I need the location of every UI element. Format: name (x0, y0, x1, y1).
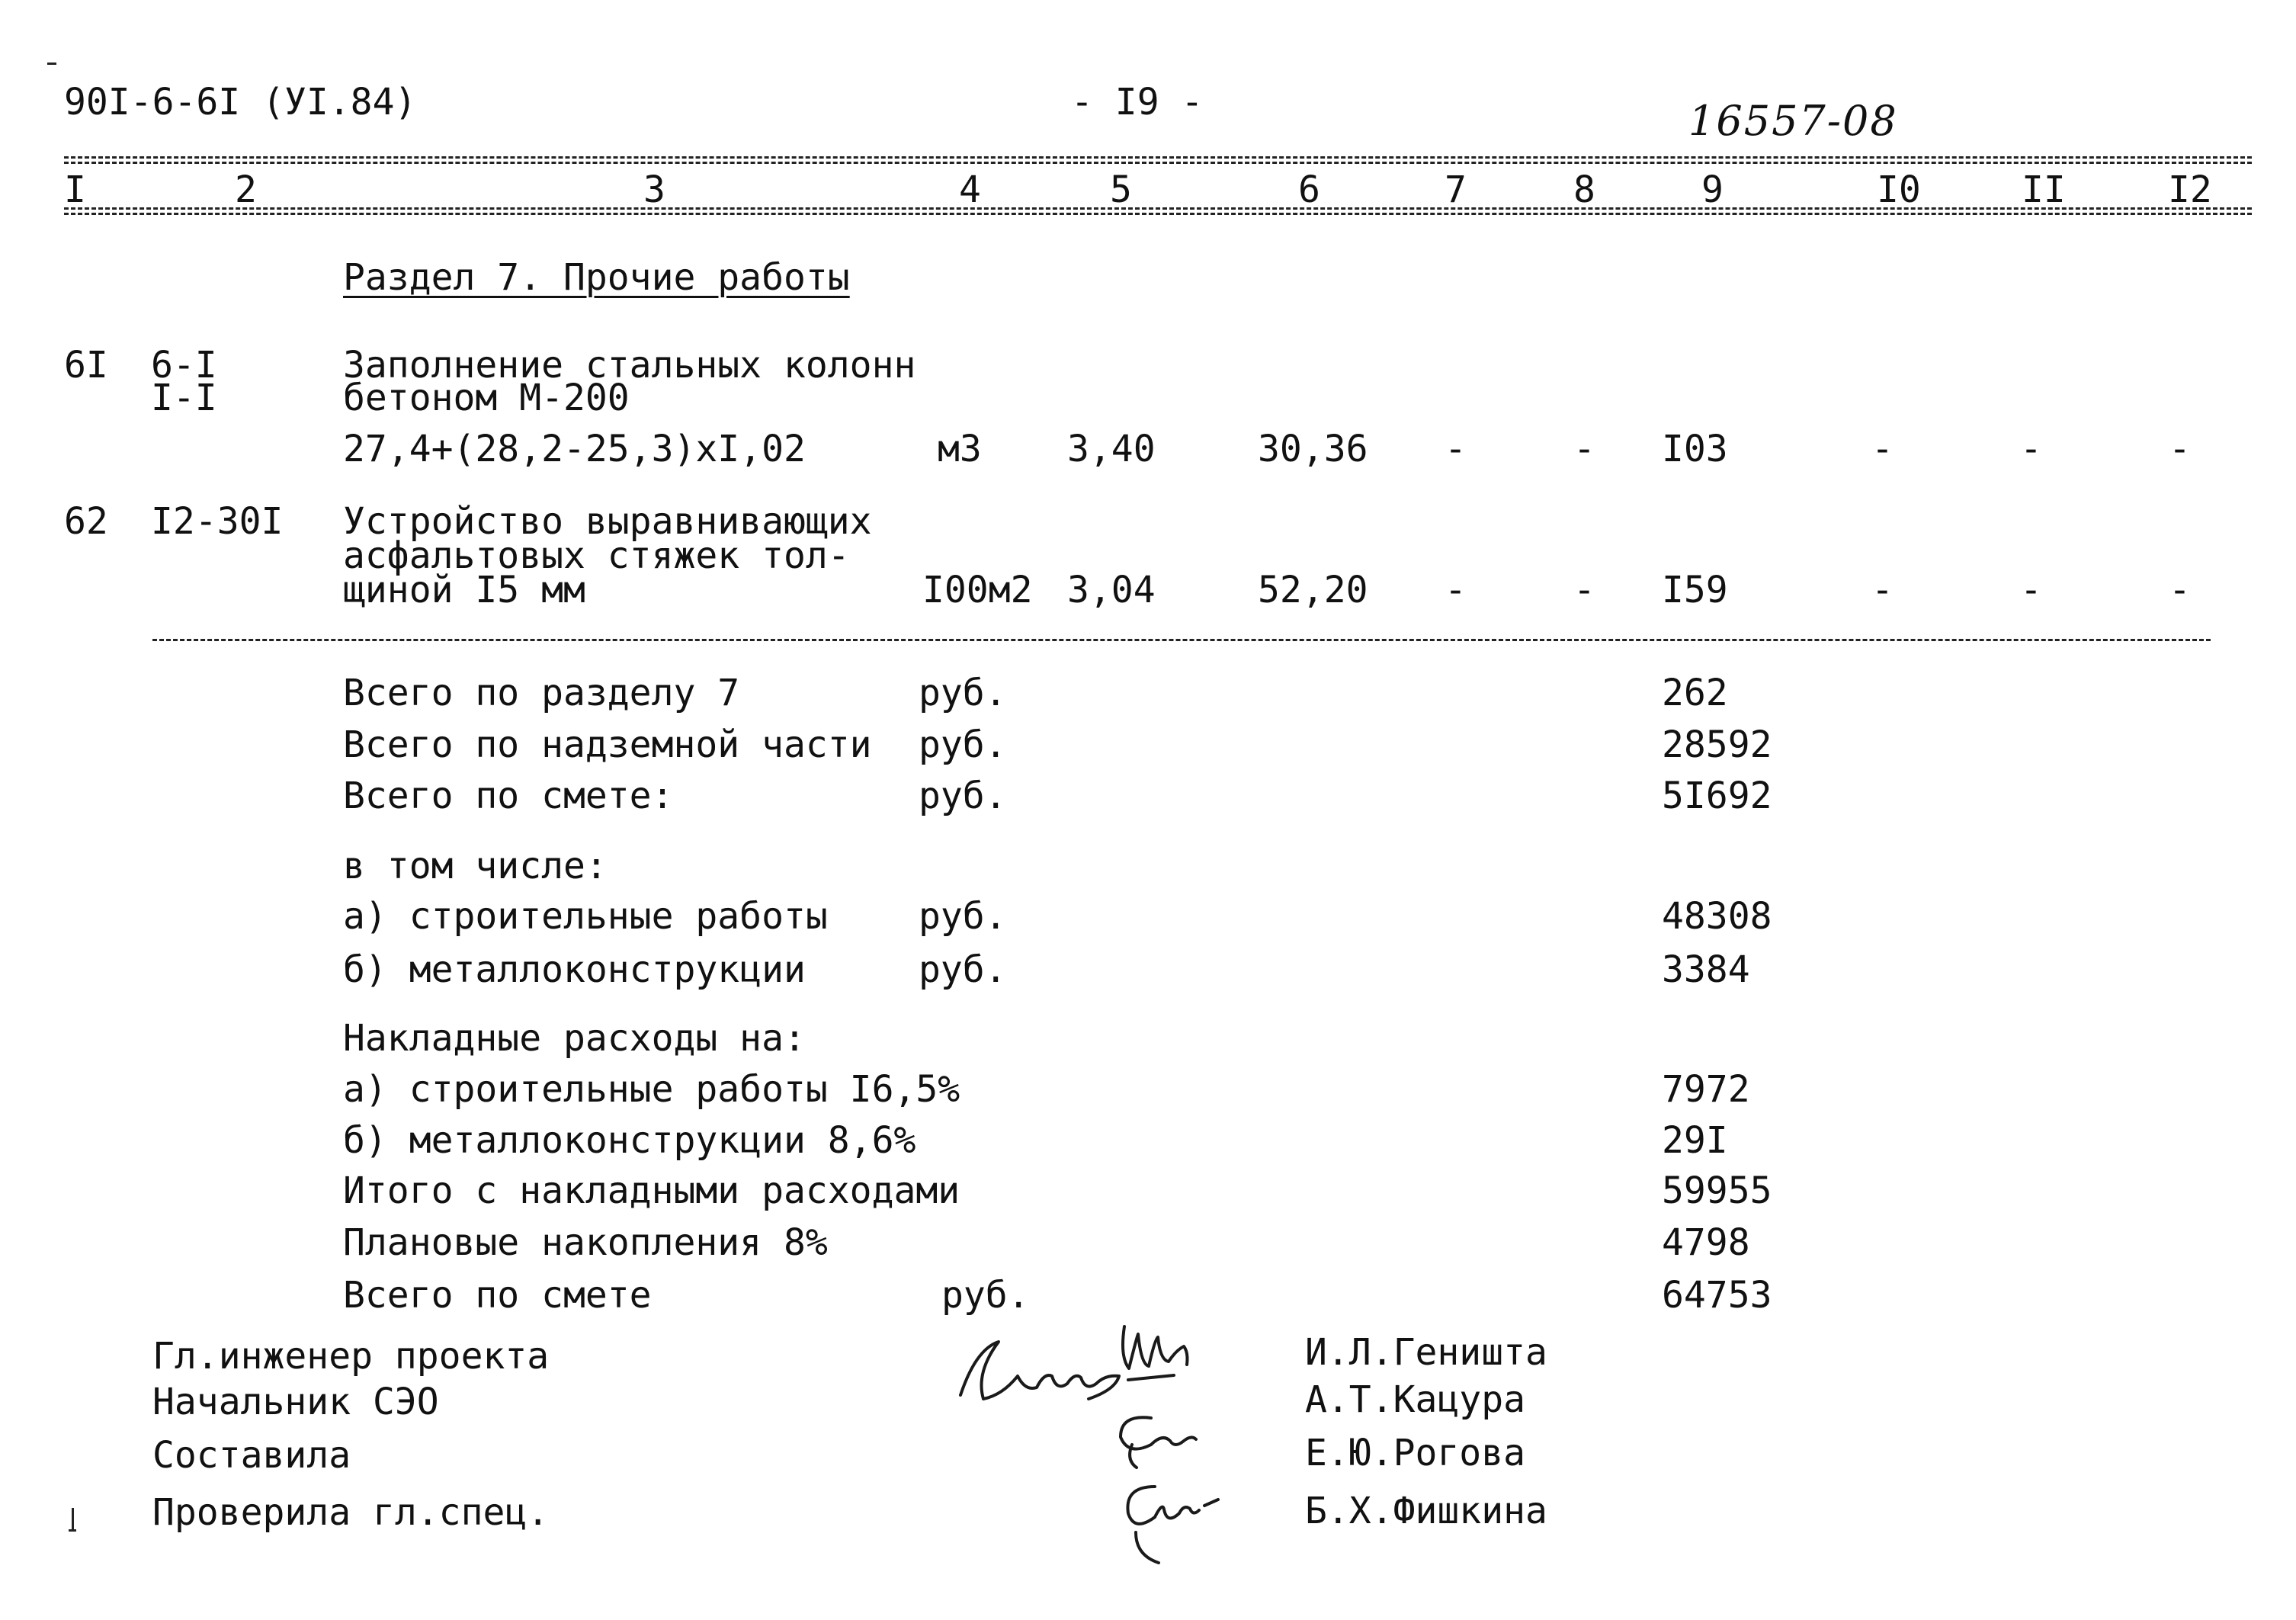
including-label: в том числе: (343, 845, 608, 887)
signature-role-compiled: Составила (152, 1434, 351, 1477)
row-61-desc-1: Заполнение стальных колонн (343, 344, 916, 387)
total-estimate-value: 5I692 (1662, 775, 1772, 817)
planned-savings-label: Плановые накопления 8% (343, 1221, 828, 1264)
signature-role-head-seo: Начальник СЭО (152, 1381, 439, 1423)
total-estimate-unit: руб. (919, 775, 1007, 817)
row-61-c10: - (1871, 428, 1894, 470)
row-62-num: 62 (64, 500, 108, 543)
including-metal-value: 3384 (1662, 948, 1750, 991)
overhead-construction-label: а) строительные работы I6,5% (343, 1068, 960, 1111)
row-62-desc-3: щиной I5 мм (343, 569, 585, 611)
row-62-code: I2-30I (151, 500, 284, 543)
signature-name-katsura: А.Т.Кацура (1305, 1378, 1525, 1421)
subtotal-overhead-label: Итого с накладными расходами (343, 1169, 960, 1212)
row-62-desc-2: асфальтовых стяжек тол- (343, 534, 850, 577)
row-62-desc-1: Устройство выравнивающих (343, 500, 872, 543)
grand-total-unit: руб. (941, 1274, 1030, 1317)
row-61-c12: - (2169, 428, 2191, 470)
row-61-num: 6I (64, 344, 108, 387)
section-title: Раздел 7. Прочие работы (343, 256, 850, 299)
col-header-3: 3 (643, 168, 665, 211)
including-metal-unit: руб. (919, 948, 1007, 991)
signature-fishkina-stroke (1127, 1487, 1218, 1563)
total-estimate-label: Всего по смете: (343, 775, 674, 817)
col-header-1: I (64, 168, 86, 211)
row-62-qty: 3,04 (1067, 569, 1156, 611)
row-61-code-1: 6-I (151, 344, 217, 387)
row-61-c9: I03 (1662, 428, 1728, 470)
signature-genishta-stroke (1123, 1326, 1188, 1368)
row-62-c8: - (1573, 569, 1595, 611)
col-header-6: 6 (1298, 168, 1320, 211)
planned-savings-value: 4798 (1662, 1221, 1750, 1264)
col-header-12: I2 (2168, 168, 2212, 211)
including-construction-label: а) строительные работы (343, 895, 828, 938)
margin-mark-bottom (72, 1508, 74, 1529)
grand-total-value: 64753 (1662, 1274, 1772, 1317)
subtotal-overhead-value: 59955 (1662, 1169, 1772, 1212)
including-construction-unit: руб. (919, 895, 1007, 938)
row-61-desc-2: бетоном М-200 (343, 377, 630, 419)
row-62-unit: I00м2 (922, 569, 1033, 611)
signature-rogova-stroke (1121, 1417, 1196, 1468)
overhead-construction-value: 7972 (1662, 1068, 1750, 1111)
col-header-5: 5 (1110, 168, 1132, 211)
row-62-price: 52,20 (1258, 569, 1368, 611)
col-header-11: II (2022, 168, 2066, 211)
total-section-value: 262 (1662, 672, 1728, 714)
col-header-8: 8 (1573, 168, 1595, 211)
overhead-label: Накладные расходы на: (343, 1017, 806, 1060)
row-61-formula: 27,4+(28,2-25,3)хI,02 (343, 428, 806, 470)
margin-mark-bottom-base (69, 1529, 76, 1532)
signature-name-fishkina: Б.Х.Фишкина (1305, 1490, 1547, 1532)
row-61-c8: - (1573, 428, 1595, 470)
col-header-7: 7 (1445, 168, 1467, 211)
page-number: - I9 - (1071, 81, 1204, 124)
col-header-4: 4 (959, 168, 981, 211)
row-61-price: 30,36 (1258, 428, 1368, 470)
row-62-c9: I59 (1662, 569, 1728, 611)
handwritten-signatures (938, 1304, 1304, 1578)
row-61-unit: м3 (938, 428, 982, 470)
col-header-9: 9 (1701, 168, 1724, 211)
row-62-c10: - (1871, 569, 1894, 611)
total-aboveground-unit: руб. (919, 723, 1007, 766)
margin-mark-top (47, 63, 56, 65)
doc-code: 90I-6-6I (УI.84) (64, 81, 417, 124)
row-62-c11: - (2020, 569, 2042, 611)
row-61-c11: - (2020, 428, 2042, 470)
grand-total-label: Всего по смете (343, 1274, 652, 1317)
row-62-c7: - (1445, 569, 1467, 611)
table-end-rule (152, 639, 2211, 641)
handwritten-number: 16557-08 (1688, 97, 1898, 145)
header-rule-bottom (64, 207, 2252, 210)
total-section-label: Всего по разделу 7 (343, 672, 740, 714)
header-rule-top-2 (64, 162, 2252, 164)
signature-name-rogova: Е.Ю.Рогова (1305, 1432, 1525, 1474)
row-61-c7: - (1445, 428, 1467, 470)
including-metal-label: б) металлоконструкции (343, 948, 806, 991)
row-61-qty: 3,40 (1067, 428, 1156, 470)
overhead-metal-value: 29I (1662, 1119, 1728, 1162)
including-construction-value: 48308 (1662, 895, 1772, 938)
total-aboveground-value: 28592 (1662, 723, 1772, 766)
signature-name-genishta: И.Л.Геништа (1305, 1331, 1547, 1374)
col-header-2: 2 (235, 168, 257, 211)
header-rule-top (64, 156, 2252, 159)
row-62-c12: - (2169, 569, 2191, 611)
col-header-10: I0 (1877, 168, 1921, 211)
row-61-code-2: I-I (151, 377, 217, 419)
signature-role-checked: Проверила гл.спец. (152, 1491, 550, 1534)
total-section-unit: руб. (919, 672, 1007, 714)
header-rule-bottom-2 (64, 213, 2252, 215)
overhead-metal-label: б) металлоконструкции 8,6% (343, 1119, 916, 1162)
signature-role-chief-engineer: Гл.инженер проекта (152, 1335, 550, 1378)
total-aboveground-label: Всего по надземной части (343, 723, 872, 766)
